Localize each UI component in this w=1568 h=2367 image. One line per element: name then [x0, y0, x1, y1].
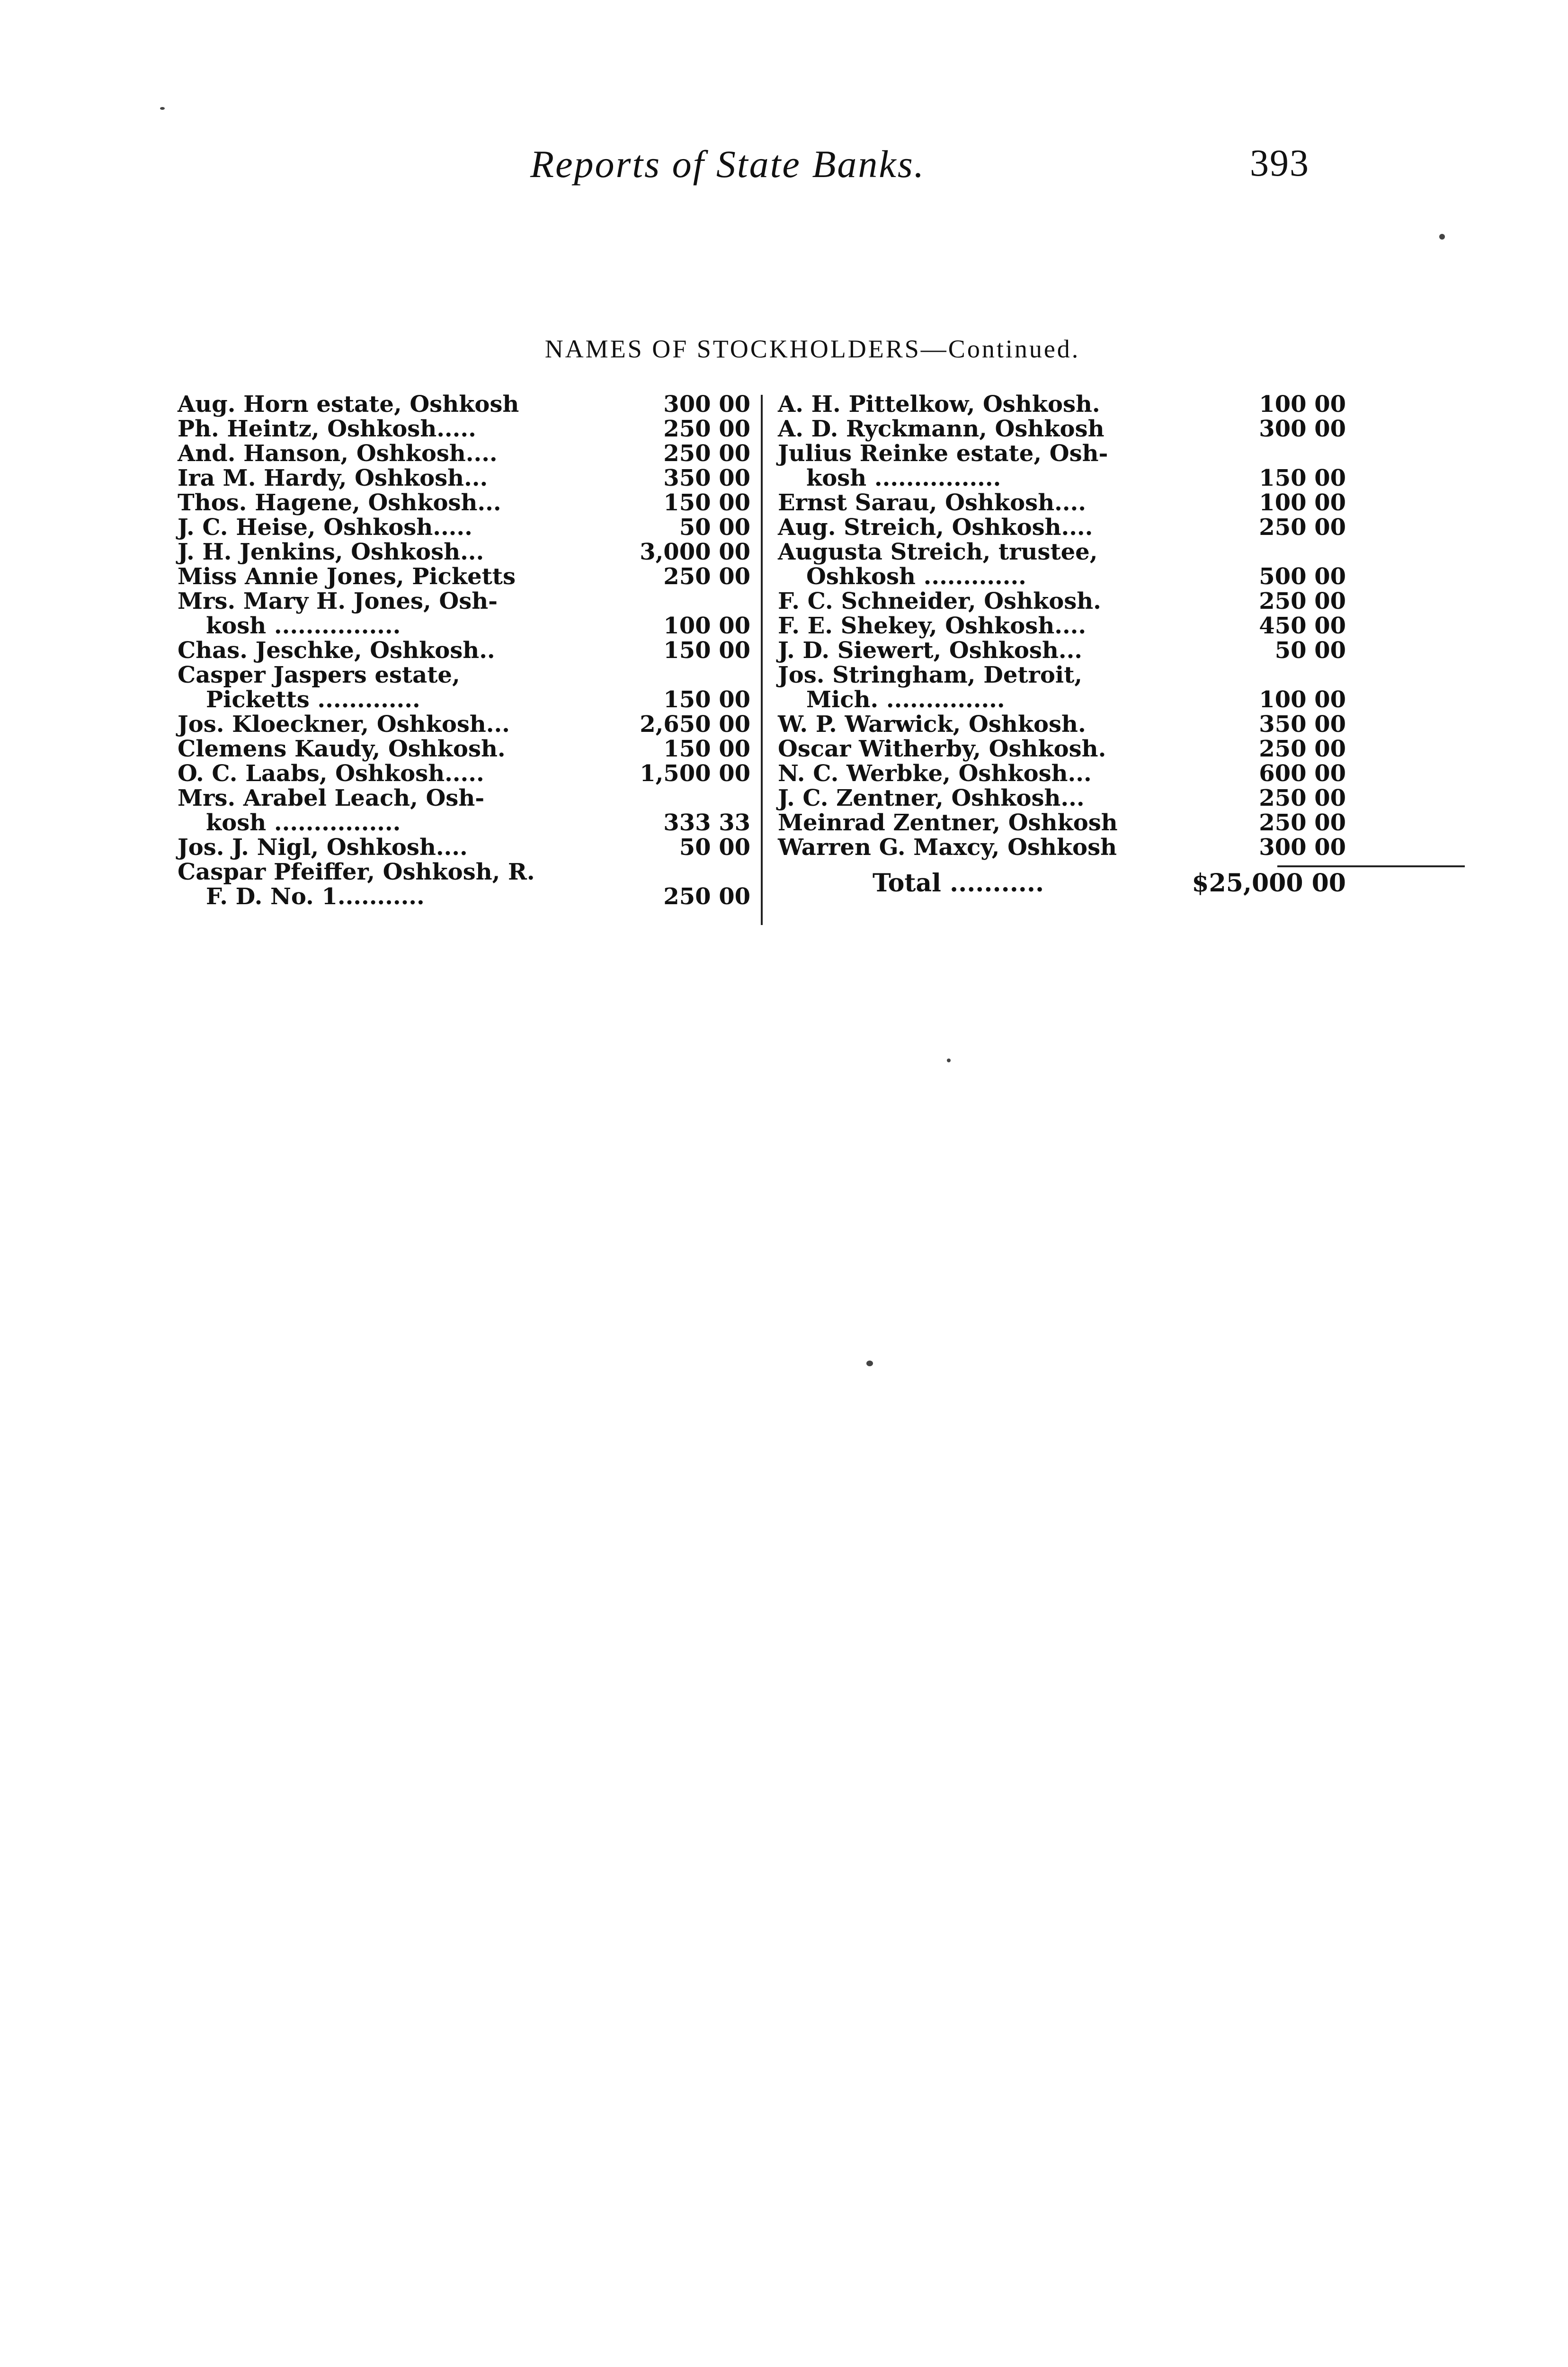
- stockholder-row: [778, 638, 1346, 663]
- scan-speck: [947, 1059, 951, 1062]
- stockholder-row: [178, 417, 750, 441]
- stockholder-row: [778, 441, 1346, 466]
- stock-amount: 150 00: [663, 489, 750, 516]
- stockholder-row: [778, 466, 1346, 490]
- stockholder-name: Chas. Jeschke, Oshkosh..: [178, 637, 495, 664]
- stock-amount: 300 00: [1259, 834, 1346, 861]
- stockholder-row: [178, 687, 750, 712]
- stockholder-name: kosh ................: [206, 613, 401, 639]
- stockholder-row: [178, 589, 750, 614]
- page-header: [0, 142, 1568, 199]
- stockholder-name: W. P. Warwick, Oshkosh.: [778, 711, 1086, 738]
- stockholder-row: [178, 564, 750, 589]
- stockholder-row: [178, 638, 750, 663]
- stockholder-name: Aug. Horn estate, Oshkosh: [178, 391, 519, 418]
- stock-amount: 300 00: [1259, 416, 1346, 442]
- stock-amount: 450 00: [1259, 613, 1346, 639]
- stockholder-name: Casper Jaspers estate,: [178, 662, 460, 688]
- stockholder-name: And. Hanson, Oshkosh....: [178, 440, 498, 467]
- stock-amount: 100 00: [663, 613, 750, 639]
- stock-amount: 100 00: [1259, 686, 1346, 713]
- stock-amount: 500 00: [1259, 563, 1346, 590]
- section-title: NAMES OF STOCKHOLDERS—Continued.: [544, 335, 1080, 363]
- stock-amount: 150 00: [1259, 465, 1346, 491]
- stockholder-row: [178, 761, 750, 786]
- stockholder-name: Mich. ...............: [806, 686, 1005, 713]
- stockholder-row: [778, 687, 1346, 712]
- stockholder-row: [778, 761, 1346, 786]
- stockholder-name: Jos. Stringham, Detroit,: [778, 662, 1082, 688]
- stockholder-row: [778, 835, 1346, 860]
- stockholder-row: [178, 786, 750, 810]
- stock-amount: 100 00: [1259, 391, 1346, 418]
- stockholder-name: Thos. Hagene, Oshkosh...: [178, 489, 501, 516]
- total-row: [778, 869, 1346, 898]
- stockholder-name: Mrs. Arabel Leach, Osh-: [178, 785, 485, 811]
- stockholder-name: Jos. Kloeckner, Oshkosh...: [178, 711, 510, 738]
- right-column: [778, 392, 1346, 898]
- stockholder-row: [178, 614, 750, 638]
- scan-speck: [160, 107, 165, 110]
- stockholder-name: Caspar Pfeiffer, Oshkosh, R.: [178, 859, 535, 885]
- stockholder-row: [778, 614, 1346, 638]
- stockholder-name: F. D. No. 1...........: [206, 883, 425, 910]
- stockholder-name: Meinrad Zentner, Oshkosh: [778, 810, 1118, 836]
- stockholder-row: [778, 737, 1346, 761]
- stockholder-name: F. E. Shekey, Oshkosh....: [778, 613, 1087, 639]
- stockholder-row: [778, 515, 1346, 540]
- stockholder-row: [178, 810, 750, 835]
- stock-amount: 50 00: [679, 514, 750, 541]
- stock-amount: 150 00: [663, 686, 750, 713]
- stock-amount: 250 00: [663, 440, 750, 467]
- stockholder-row: [178, 392, 750, 417]
- stockholder-row: [778, 417, 1346, 441]
- stock-amount: 150 00: [663, 637, 750, 664]
- stock-amount: 150 00: [663, 736, 750, 762]
- total-label: Total ...........: [873, 869, 1044, 898]
- stockholder-row: [178, 737, 750, 761]
- stockholder-name: J. H. Jenkins, Oshkosh...: [178, 539, 484, 565]
- stockholder-name: Ira M. Hardy, Oshkosh...: [178, 465, 488, 491]
- stockholder-name: Miss Annie Jones, Picketts: [178, 563, 516, 590]
- scan-speck: [866, 1361, 873, 1366]
- stockholder-row: [178, 712, 750, 737]
- stockholder-name: F. C. Schneider, Oshkosh.: [778, 588, 1101, 614]
- stockholder-name: Julius Reinke estate, Osh-: [778, 440, 1108, 467]
- stock-amount: 250 00: [1259, 785, 1346, 811]
- stockholder-row: [778, 810, 1346, 835]
- stock-amount: 250 00: [1259, 810, 1346, 836]
- stockholder-row: [778, 712, 1346, 737]
- stock-amount: 50 00: [1274, 637, 1346, 664]
- stock-amount: 100 00: [1259, 489, 1346, 516]
- stock-amount: 250 00: [1259, 588, 1346, 614]
- stockholder-row: [178, 835, 750, 860]
- stock-amount: 250 00: [1259, 736, 1346, 762]
- total-rule: [1277, 865, 1465, 867]
- stockholder-row: [178, 490, 750, 515]
- stockholder-row: [178, 515, 750, 540]
- stockholder-row: [778, 589, 1346, 614]
- stockholder-name: Mrs. Mary H. Jones, Osh-: [178, 588, 498, 614]
- column-divider: [761, 395, 763, 925]
- stockholder-name: Jos. J. Nigl, Oshkosh....: [178, 834, 468, 861]
- stockholder-name: Oscar Witherby, Oshkosh.: [778, 736, 1106, 762]
- stock-amount: 250 00: [663, 563, 750, 590]
- stock-amount: 350 00: [663, 465, 750, 491]
- stockholder-row: [778, 490, 1346, 515]
- stockholder-name: J. C. Heise, Oshkosh.....: [178, 514, 472, 541]
- stockholder-name: N. C. Werbke, Oshkosh...: [778, 760, 1092, 787]
- stockholder-name: Oshkosh .............: [806, 563, 1026, 590]
- stockholder-row: [178, 663, 750, 687]
- stock-amount: 1,500 00: [640, 760, 750, 787]
- stock-amount: 2,650 00: [640, 711, 750, 738]
- stockholder-row: [778, 663, 1346, 687]
- stock-amount: 350 00: [1259, 711, 1346, 738]
- stockholder-row: [778, 786, 1346, 810]
- stockholder-name: Warren G. Maxcy, Oshkosh: [778, 834, 1117, 861]
- stockholder-row: [178, 466, 750, 490]
- scan-speck: [1439, 234, 1445, 240]
- stockholder-name: kosh ................: [206, 810, 401, 836]
- stockholder-row: [778, 564, 1346, 589]
- stock-amount: 250 00: [1259, 514, 1346, 541]
- stockholder-row: [178, 441, 750, 466]
- page-number: 393: [1250, 142, 1310, 184]
- stockholder-name: A. D. Ryckmann, Oshkosh: [778, 416, 1105, 442]
- stockholder-name: Ph. Heintz, Oshkosh.....: [178, 416, 476, 442]
- stockholder-name: Clemens Kaudy, Oshkosh.: [178, 736, 506, 762]
- stockholder-name: Augusta Streich, trustee,: [778, 539, 1098, 565]
- stockholder-row: [178, 860, 750, 884]
- stock-amount: 3,000 00: [640, 539, 750, 565]
- stockholder-name: J. D. Siewert, Oshkosh...: [778, 637, 1082, 664]
- stock-amount: 600 00: [1259, 760, 1346, 787]
- stock-amount: 50 00: [679, 834, 750, 861]
- stockholder-name: Ernst Sarau, Oshkosh....: [778, 489, 1086, 516]
- stockholder-row: [178, 540, 750, 564]
- stockholder-name: Picketts .............: [206, 686, 420, 713]
- stock-amount: 250 00: [663, 416, 750, 442]
- stock-amount: 250 00: [663, 883, 750, 910]
- stock-amount: 300 00: [663, 391, 750, 418]
- stockholder-row: [178, 884, 750, 909]
- stockholder-name: J. C. Zentner, Oshkosh...: [778, 785, 1085, 811]
- running-title: Reports of State Banks.: [530, 142, 926, 186]
- stockholder-name: A. H. Pittelkow, Oshkosh.: [778, 391, 1100, 418]
- stock-amount: 333 33: [663, 810, 750, 836]
- stockholder-row: [778, 540, 1346, 564]
- stockholder-name: O. C. Laabs, Oshkosh.....: [178, 760, 484, 787]
- stockholders-table: [178, 392, 1347, 932]
- left-column: [178, 392, 750, 909]
- stockholder-name: Aug. Streich, Oshkosh....: [778, 514, 1093, 541]
- total-amount: $25,000 00: [1192, 869, 1346, 898]
- stockholder-name: kosh ................: [806, 465, 1001, 491]
- stockholder-row: [778, 392, 1346, 417]
